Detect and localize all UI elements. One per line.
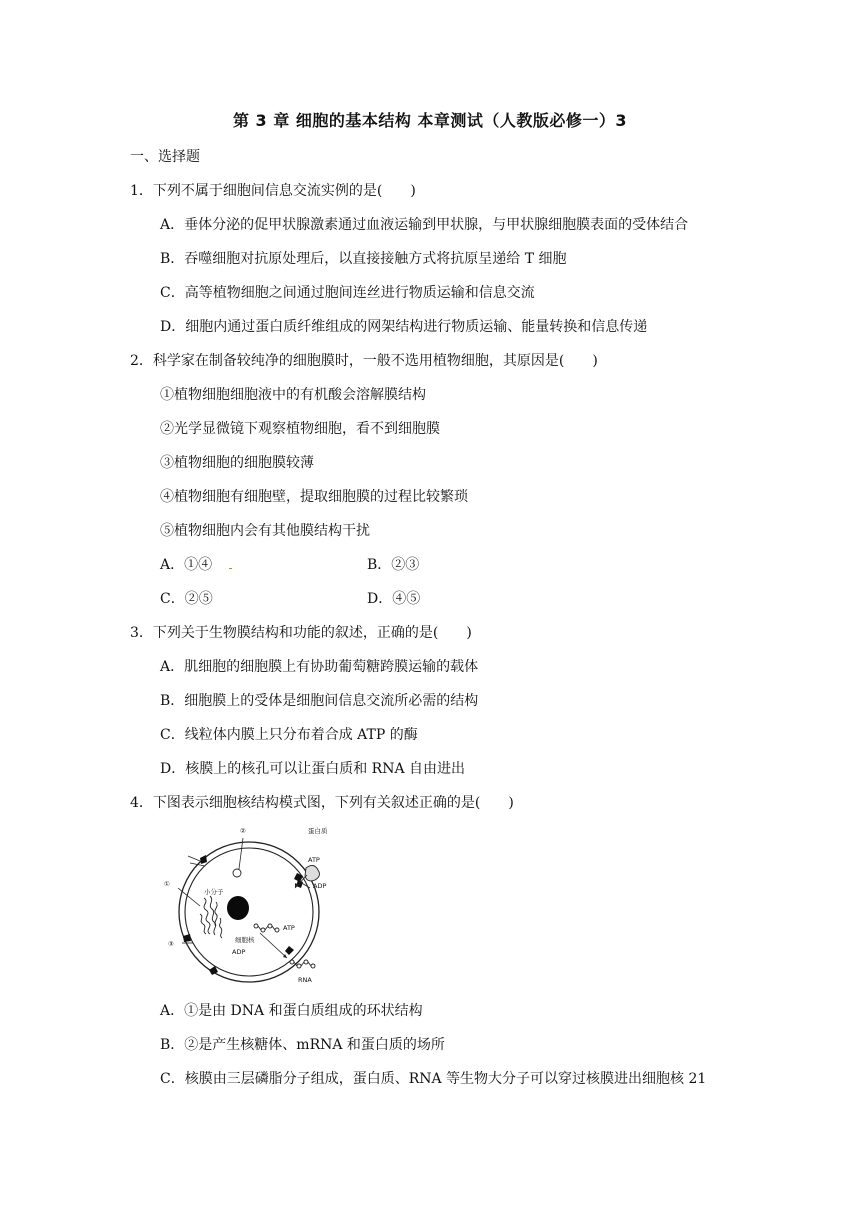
label-2: ② <box>240 827 246 835</box>
question-2-statement-3: ③植物细胞的细胞膜较薄 <box>160 455 314 471</box>
question-2-option-a: A．①④ <box>160 557 213 573</box>
question-2-statement-2: ②光学显微镜下观察植物细胞，看不到细胞膜 <box>160 421 440 437</box>
question-4-option-c: C．核膜由三层磷脂分子组成，蛋白质、RNA 等生物大分子可以穿过核膜进出细胞核 21 <box>160 1071 707 1087</box>
question-2-statement-4: ④植物细胞有细胞壁，提取细胞膜的过程比较繁琐 <box>160 489 468 505</box>
small-circle <box>233 869 241 877</box>
question-2-option-d: D．④⑤ <box>367 591 421 607</box>
question-2-option-c: C．②⑤ <box>160 591 213 607</box>
question-2-statement-5: ⑤植物细胞内会有其他膜结构干扰 <box>160 523 370 539</box>
nucleolus <box>227 896 249 920</box>
question-4-stem: 4．下图表示细胞核结构模式图，下列有关叙述正确的是( ) <box>130 795 514 811</box>
label-adp-top: ADP <box>313 882 327 890</box>
label-atp-top: ATP <box>308 856 320 864</box>
question-3-option-c: C．线粒体内膜上只分布着合成 ATP 的酶 <box>160 727 418 743</box>
question-3-stem: 3．下列关于生物膜结构和功能的叙述，正确的是( ) <box>130 625 472 641</box>
label-protein: 蛋白质 <box>308 827 328 835</box>
label-1: ① <box>164 880 170 888</box>
page-title: 第 3 章 细胞的基本结构 本章测试（人教版必修一）3 <box>232 111 628 130</box>
question-3-option-d: D．核膜上的核孔可以让蛋白质和 RNA 自由进出 <box>160 761 466 777</box>
arrow-heads <box>283 883 299 958</box>
question-2-stem: 2．科学家在制备较纯净的细胞膜时，一般不选用植物细胞，其原因是( ) <box>130 353 598 369</box>
label-rna: RNA <box>298 976 312 984</box>
question-1-option-d: D．细胞内通过蛋白质纤维组成的网架结构进行物质运输、能量转换和信息传递 <box>160 319 648 335</box>
question-2-option-b: B．②③ <box>367 557 420 573</box>
question-1-stem: 1．下列不属于细胞间信息交流实例的是( ) <box>130 183 416 199</box>
label-small-molecule: 小分子 <box>204 888 224 896</box>
label-adp-bottom: ADP <box>232 948 246 956</box>
inner-membrane <box>185 848 313 976</box>
question-4-option-a: A．①是由 DNA 和蛋白质组成的环状结构 <box>160 1003 423 1019</box>
label-3: ③ <box>168 940 174 948</box>
label-nucleus: 细胞核 <box>235 936 255 944</box>
question-1-option-b: B．吞噬细胞对抗原处理后，以直接接触方式将抗原呈递给 T 细胞 <box>160 251 567 267</box>
nucleus-structure-diagram <box>160 818 340 990</box>
chromatin <box>200 896 222 938</box>
section-heading: 一、选择题 <box>130 149 200 165</box>
question-1-option-a: A．垂体分泌的促甲状腺激素通过血液运输到甲状腺，与甲状腺细胞膜表面的受体结合 <box>160 217 689 233</box>
question-3-option-a: A．肌细胞的细胞膜上有协助葡萄糖跨膜运输的载体 <box>160 659 479 675</box>
outer-membrane <box>179 842 319 982</box>
protein-blob <box>305 865 319 880</box>
question-1-option-c: C．高等植物细胞之间通过胞间连丝进行物质运输和信息交流 <box>160 285 535 301</box>
stray-mark <box>229 568 232 569</box>
question-3-option-b: B．细胞膜上的受体是细胞间信息交流所必需的结构 <box>160 693 479 709</box>
question-2-statement-1: ①植物细胞细胞液中的有机酸会溶解膜结构 <box>160 387 426 403</box>
label-atp-bottom: ATP <box>283 924 295 932</box>
question-4-option-b: B．②是产生核糖体、mRNA 和蛋白质的场所 <box>160 1037 445 1053</box>
